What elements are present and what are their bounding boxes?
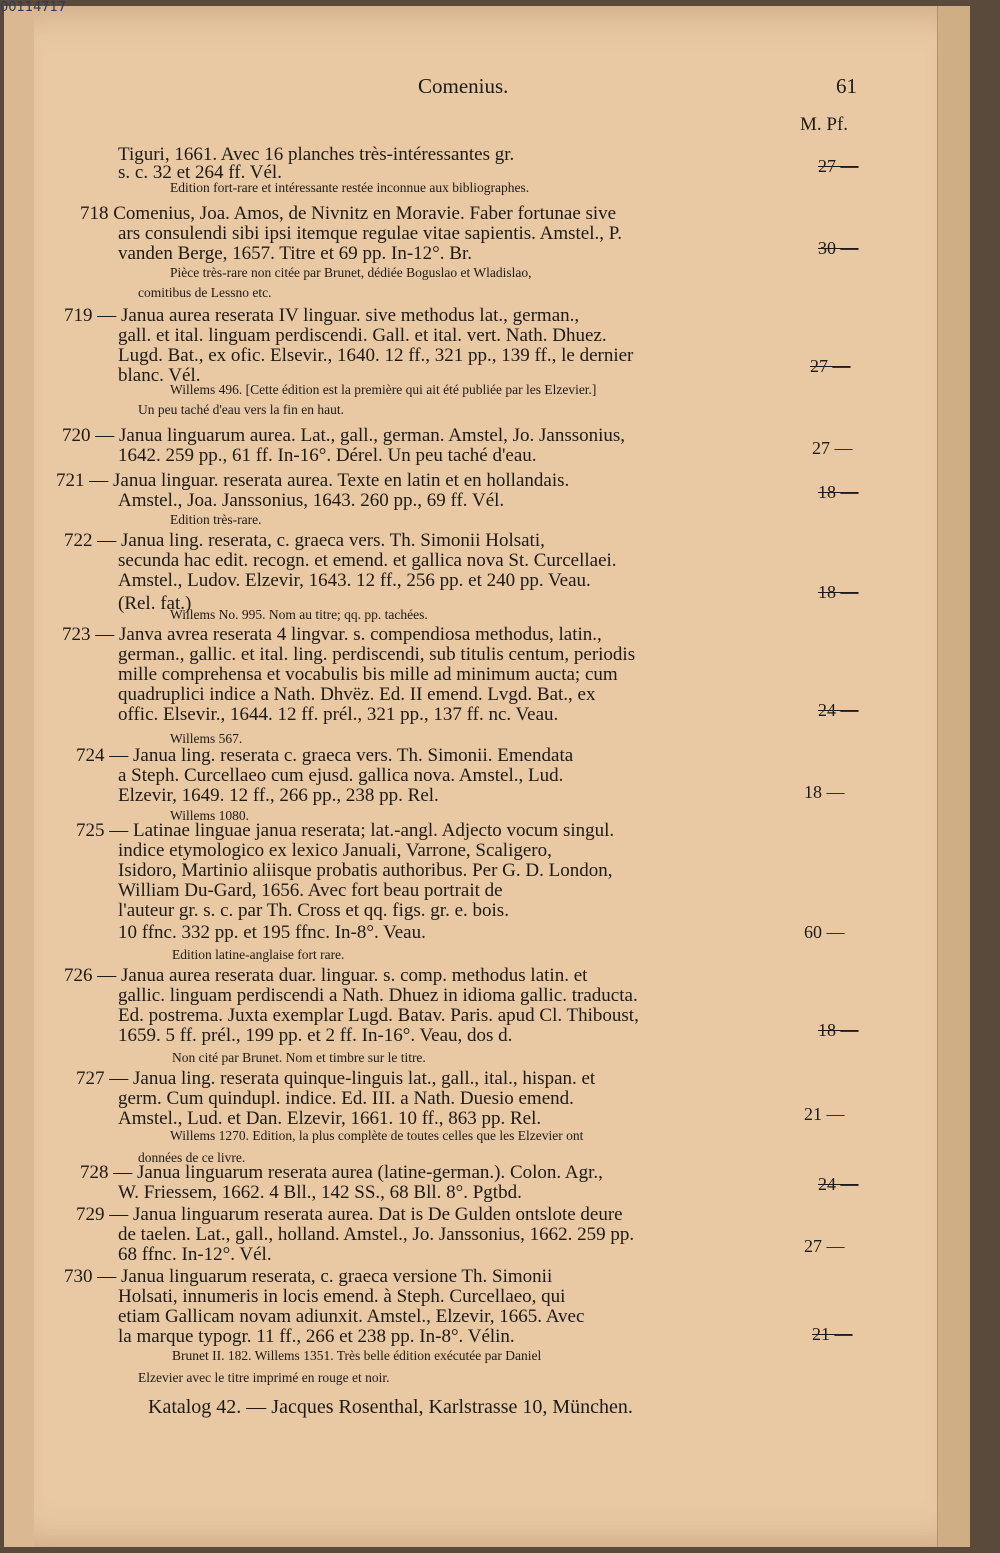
- entry-note-line: Willems 496. [Cette édition est la première qui ait été publiée par les Elzevier.]: [170, 382, 597, 397]
- entry-text-line: s. c. 32 et 264 ff. Vél.: [118, 162, 282, 183]
- entry-price: 30 —: [818, 238, 859, 258]
- entry-price: 21 —: [812, 1324, 853, 1344]
- entry-text-line: quadruplici indice a Nath. Dhvëz. Ed. II emend. Lvgd. Bat., ex: [118, 684, 596, 705]
- page-edge: [937, 6, 970, 1547]
- entry-text-line: William Du-Gard, 1656. Avec fort beau portrait de: [118, 880, 503, 901]
- entry-text-line: offic. Elsevir., 1644. 12 ff. prél., 321 pp., 137 ff. nc. Veau.: [118, 704, 559, 725]
- entry-text-line: 719 — Janua aurea reserata IV linguar. sive methodus lat., german.,: [64, 305, 580, 326]
- entry-note-line: Un peu taché d'eau vers la fin en haut.: [138, 402, 344, 417]
- entry-text-line: 720 — Janua linguarum aurea. Lat., gall., german. Amstel, Jo. Janssonius,: [62, 425, 626, 446]
- entry-text-line: Elzevir, 1649. 12 ff., 266 pp., 238 pp. Rel.: [118, 785, 439, 806]
- entry-price: 18 —: [818, 1020, 859, 1040]
- entry-text-line: Amstel., Joa. Janssonius, 1643. 260 pp., 69 ff. Vél.: [118, 490, 505, 511]
- price-column-heading: M. Pf.: [800, 114, 849, 135]
- entry-text-line: ars consulendi sibi ipsi itemque regulae vitae sapientis. Amstel., P.: [118, 223, 622, 244]
- entry-text-line: 1642. 259 pp., 61 ff. In-16°. Dérel. Un peu taché d'eau.: [118, 445, 537, 466]
- entry-price: 21 —: [804, 1104, 845, 1124]
- entry-price: 18 —: [804, 782, 845, 802]
- entry-note-line: Pièce très-rare non citée par Brunet, dédiée Boguslao et Wladislao,: [170, 265, 532, 280]
- page-number: 61: [836, 74, 857, 98]
- entry-text-line: Holsati, innumeris in locis emend. à Steph. Curcellaeo, qui: [118, 1286, 566, 1307]
- entry-text-line: a Steph. Curcellaeo cum ejusd. gallica nova. Amstel., Lud.: [118, 765, 564, 786]
- entry-price: 18 —: [818, 482, 859, 502]
- entry-text-line: gall. et ital. linguam perdiscendi. Gall. et ital. vert. Nath. Dhuez.: [118, 325, 607, 346]
- entry-text-line: 727 — Janua ling. reserata quinque-linguis lat., gall., ital., hispan. et: [76, 1068, 596, 1089]
- entry-note-line: Non cité par Brunet. Nom et timbre sur le titre.: [172, 1050, 426, 1065]
- entry-note-line: Elzevier avec le titre imprimé en rouge et noir.: [138, 1370, 390, 1385]
- entry-text-line: 724 — Janua ling. reserata c. graeca vers. Th. Simonii. Emendata: [76, 745, 574, 766]
- entry-text-line: l'auteur gr. s. c. par Th. Cross et qq. figs. gr. e. bois.: [118, 900, 509, 921]
- entry-text-line: 1659. 5 ff. prél., 199 pp. et 2 ff. In-16°. Veau, dos d.: [118, 1025, 513, 1046]
- entry-price: 27 —: [804, 1236, 845, 1256]
- entry-price: 27 —: [818, 156, 859, 176]
- entry-text-line: 718 Comenius, Joa. Amos, de Nivnitz en Moravie. Faber fortunae sive: [80, 203, 617, 224]
- entry-price: 60 —: [804, 922, 845, 942]
- entry-note-line: Brunet II. 182. Willems 1351. Très belle édition exécutée par Daniel: [172, 1348, 542, 1363]
- entry-price: 27 —: [810, 356, 851, 376]
- entry-text-line: 725 — Latinae linguae janua reserata; lat.-angl. Adjecto vocum singul.: [76, 820, 615, 841]
- entry-text-line: de taelen. Lat., gall., holland. Amstel., Jo. Janssonius, 1662. 259 pp.: [118, 1224, 635, 1245]
- entry-text-line: Isidoro, Martinio aliisque probatis authoribus. Per G. D. London,: [118, 860, 613, 881]
- entry-note-line: Willems 567.: [170, 731, 243, 746]
- entry-text-line: Ed. postrema. Juxta exemplar Lugd. Batav. Paris. apud Cl. Thiboust,: [118, 1005, 639, 1026]
- entry-text-line: 726 — Janua aurea reserata duar. linguar. s. comp. methodus latin. et: [64, 965, 588, 986]
- entry-text-line: 10 ffnc. 332 pp. et 195 ffnc. In-8°. Veau.: [118, 922, 426, 943]
- entry-text-line: 730 — Janua linguarum reserata, c. graeca versione Th. Simonii: [64, 1266, 553, 1287]
- entry-price: 27 —: [812, 438, 853, 458]
- entry-text-line: germ. Cum quindupl. indice. Ed. III. a Nath. Duesio emend.: [118, 1088, 574, 1109]
- entry-text-line: (Rel. fat.): [118, 593, 192, 614]
- left-margin: [4, 6, 34, 1547]
- corner-mark: 00114717: [0, 0, 67, 15]
- entry-text-line: gallic. linguam perdiscendi a Nath. Dhuez in idioma gallic. traducta.: [118, 985, 638, 1006]
- entry-price: 18 —: [818, 582, 859, 602]
- entry-note-line: Willems 1270. Edition, la plus complète de toutes celles que les Elzevier ont: [170, 1128, 584, 1143]
- entry-text-line: 721 — Janua linguar. reserata aurea. Texte en latin et en hollandais.: [56, 470, 570, 491]
- entry-note-line: Willems No. 995. Nom au titre; qq. pp. tachées.: [170, 607, 428, 622]
- entry-note-line: Edition fort-rare et intéressante restée inconnue aux bibliographes.: [170, 180, 530, 195]
- entry-text-line: 729 — Janua linguarum reserata aurea. Dat is De Gulden ontslote deure: [76, 1204, 623, 1225]
- entry-note-line: Willems 1080.: [170, 808, 249, 823]
- entry-text-line: secunda hac edit. recogn. et emend. et gallica nova St. Curcellaei.: [118, 550, 617, 571]
- entry-note-line: données de ce livre.: [138, 1150, 246, 1165]
- entry-price: 24 —: [818, 700, 859, 720]
- entry-text-line: Amstel., Ludov. Elzevir, 1643. 12 ff., 256 pp. et 240 pp. Veau.: [118, 570, 591, 591]
- entry-text-line: la marque typogr. 11 ff., 266 et 238 pp. In-8°. Vélin.: [118, 1326, 515, 1347]
- page-footer: Katalog 42. — Jacques Rosenthal, Karlstrasse 10, München.: [148, 1396, 633, 1418]
- entry-text-line: W. Friessem, 1662. 4 Bll., 142 SS., 68 Bll. 8°. Pgtbd.: [118, 1182, 522, 1203]
- entry-text-line: 722 — Janua ling. reserata, c. graeca vers. Th. Simonii Holsati,: [64, 530, 545, 551]
- running-title: Comenius.: [418, 74, 509, 98]
- entry-text-line: mille comprehensa et vocabulis bis mille ad minimum aucta; cum: [118, 664, 618, 685]
- entry-text-line: 68 ffnc. In-12°. Vél.: [118, 1244, 272, 1265]
- entry-text-line: german., gallic. et ital. ling. perdiscendi, sub titulis centum, periodis: [118, 644, 636, 665]
- entry-note-line: Edition très-rare.: [170, 512, 262, 527]
- entry-note-line: comitibus de Lessno etc.: [138, 285, 272, 300]
- entry-text-line: Lugd. Bat., ex ofic. Elsevir., 1640. 12 ff., 321 pp., 139 ff., le dernier: [118, 345, 634, 366]
- entry-note-line: Edition latine-anglaise fort rare.: [172, 947, 345, 962]
- entry-text-line: Amstel., Lud. et Dan. Elzevir, 1661. 10 ff., 863 pp. Rel.: [118, 1108, 542, 1129]
- entry-text-line: 728 — Janua linguarum reserata aurea (latine-german.). Colon. Agr.,: [80, 1162, 603, 1183]
- entry-text-line: vanden Berge, 1657. Titre et 69 pp. In-12°. Br.: [118, 243, 472, 264]
- entry-text-line: indice etymologico ex lexico Januali, Varrone, Scaligero,: [118, 840, 552, 861]
- entry-text-line: 723 — Janva avrea reserata 4 lingvar. s. compendiosa methodus, latin.,: [62, 624, 602, 645]
- entry-text-line: Tiguri, 1661. Avec 16 planches très-intéressantes gr.: [118, 144, 515, 165]
- entry-text-line: blanc. Vél.: [118, 365, 201, 386]
- entry-text-line: etiam Gallicam novam adiunxit. Amstel., Elzevir, 1665. Avec: [118, 1306, 585, 1327]
- entry-price: 24 —: [818, 1174, 859, 1194]
